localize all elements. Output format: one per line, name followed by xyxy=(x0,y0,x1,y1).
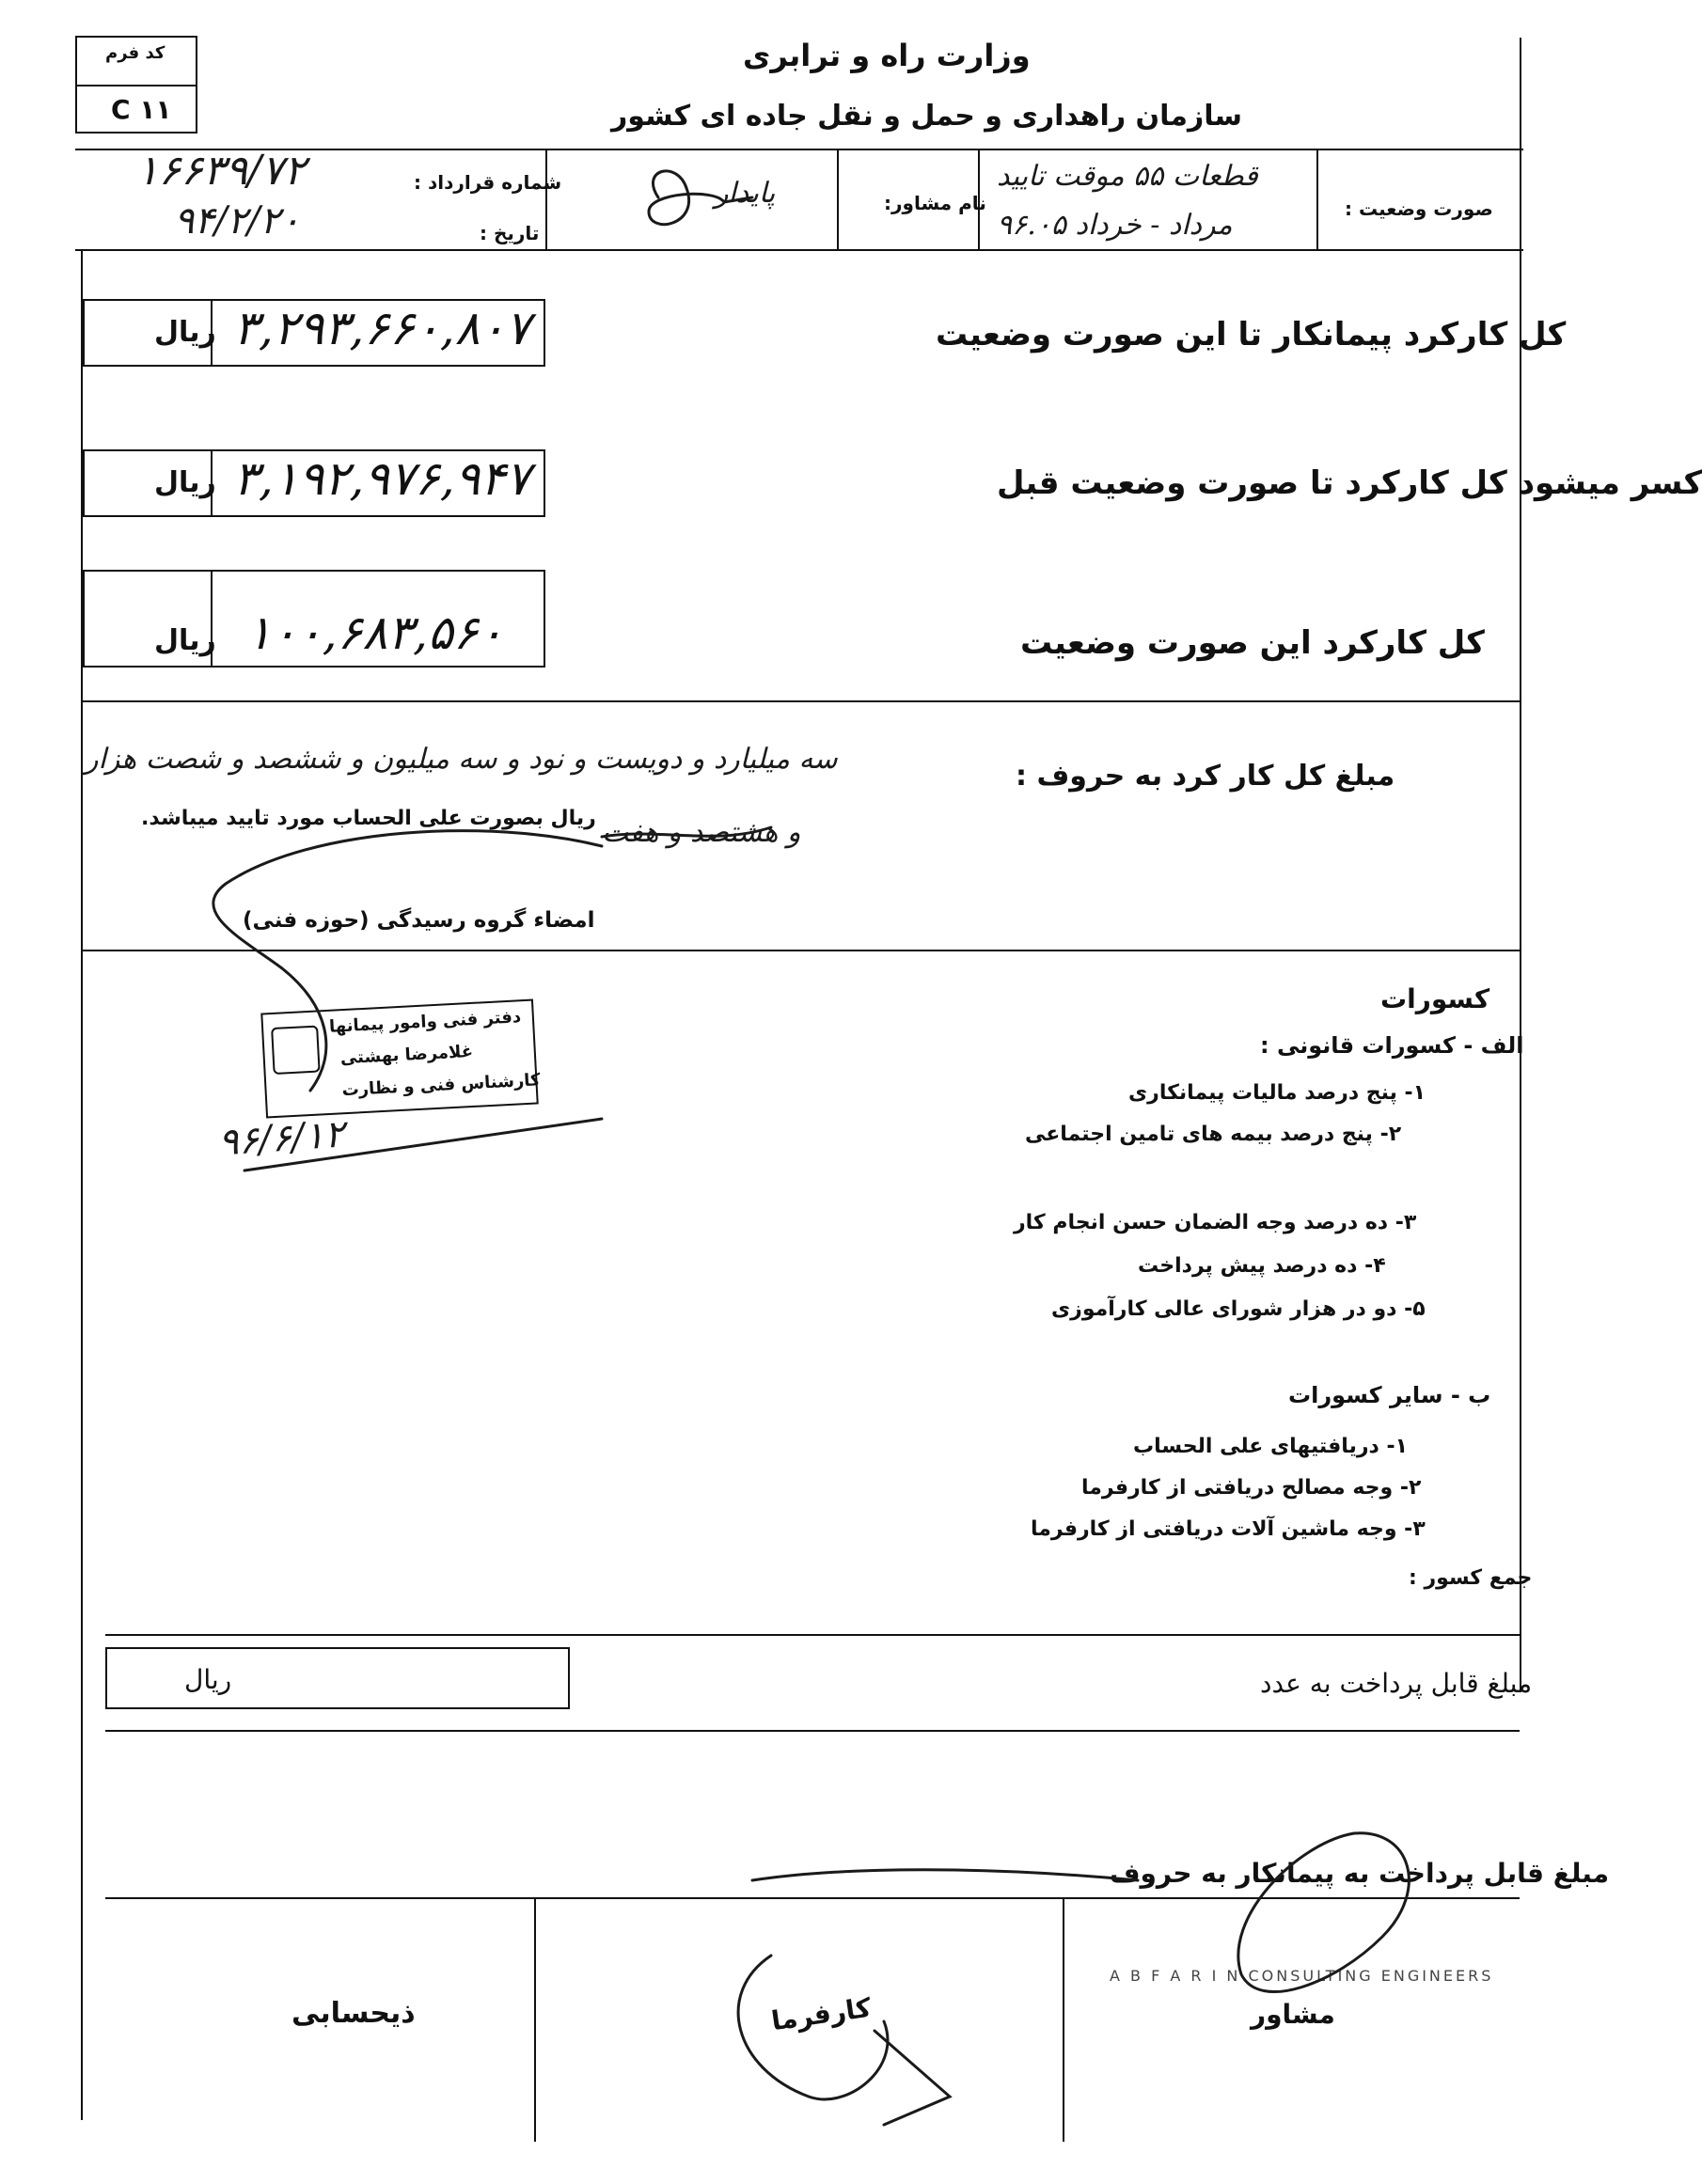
consultant-value: پایدار xyxy=(715,177,776,210)
consultant-signature-label: مشاور xyxy=(1251,1999,1335,2030)
legal-item-5: ۵- دو در هزار شورای عالی کارآموزی xyxy=(1051,1297,1426,1321)
contract-number-label: شماره قرارداد : xyxy=(414,171,562,194)
payable-words-stroke xyxy=(752,1870,1138,1880)
current-currency: ریال xyxy=(154,624,216,657)
previous-label: کسر میشود کل کارکرد تا صورت وضعیت قبل xyxy=(997,464,1702,502)
review-group-signature-label: امضاء گروه رسیدگی (حوزه فنی) xyxy=(243,908,595,933)
other-item-2: ۲- وجه مصالح دریافتی از کارفرما xyxy=(1081,1476,1422,1500)
payable-words-label: مبلغ قابل پرداخت به پیمانکار به حروف xyxy=(1110,1858,1610,1889)
stamp-line3: کارشناس فنی و نظارت xyxy=(341,1070,542,1101)
total-to-date-currency: ریال xyxy=(154,316,216,349)
current-value: ۱۰۰,۶۸۳,۵۶۰ xyxy=(246,605,504,660)
ministry-title: وزارت راه و ترابری xyxy=(743,38,1031,73)
form-code-label: کد فرم xyxy=(105,43,165,63)
date-value: ۹۴/۲/۲۰ xyxy=(174,199,301,243)
total-to-date-label: کل کارکرد پیمانکار تا این صورت وضعیت xyxy=(936,316,1567,354)
consultant-label: نام مشاور: xyxy=(884,192,986,214)
employer-mark xyxy=(875,2031,950,2125)
stamp-date: ۹۶/۶/۱۲ xyxy=(216,1112,346,1165)
legal-item-4: ۴- ده درصد پیش پرداخت xyxy=(1138,1254,1386,1278)
other-deductions-title: ب - سایر کسورات xyxy=(1288,1382,1491,1408)
legal-item-1: ۱- پنج درصد مالیات پیمانکاری xyxy=(1128,1081,1426,1105)
current-label: کل کارکرد این صورت وضعیت xyxy=(1020,624,1485,662)
contract-number-value: ۱۶۶۳۹/۷۲ xyxy=(136,147,307,195)
stamp-line2: غلامرضا بهشتی xyxy=(339,1041,474,1069)
employer-signature xyxy=(738,1956,888,2099)
statement-value-line2: ۹۶.۰۵ مرداد - خرداد xyxy=(997,209,1233,242)
review-signature-loop xyxy=(213,831,602,1091)
form-code-value: C ۱۱ xyxy=(111,94,172,125)
legal-deductions-title: الف - کسورات قانونی : xyxy=(1260,1032,1524,1059)
consultant-signature-circle xyxy=(1238,1833,1409,1992)
total-to-date-value: ۳,۲۹۳,۶۶۰,۸۰۷ xyxy=(233,301,531,355)
organization-title: سازمان راهداری و حمل و نقل جاده ای کشور xyxy=(611,100,1243,133)
previous-value: ۳,۱۹۲,۹۷۶,۹۴۷ xyxy=(233,451,531,506)
statement-label: صورت وضعیت : xyxy=(1345,197,1493,220)
accountant-signature-label: ذیحسابی xyxy=(292,1997,416,2030)
other-item-3: ۳- وجه ماشین آلات دریافتی از کارفرما xyxy=(1031,1517,1426,1541)
words-confirmation: ریال بصورت علی الحساب مورد تایید میباشد. xyxy=(141,807,596,830)
words-flourish xyxy=(602,827,771,837)
info-row-signature xyxy=(649,171,752,225)
legal-item-3: ۳- ده درصد وجه الضمان حسن انجام کار xyxy=(1014,1211,1417,1234)
employer-signature-label: کارفرما xyxy=(769,1991,874,2037)
previous-currency: ریال xyxy=(154,466,216,499)
date-label: تاریخ : xyxy=(480,222,540,244)
words-handwritten-line1: سه میلیارد و دویست و نود و سه میلیون و ششصد و شصت هزار xyxy=(85,743,838,776)
legal-item-2: ۲- پنج درصد بیمه های تامین اجتماعی xyxy=(1025,1123,1402,1146)
payable-currency: ریال xyxy=(184,1664,232,1695)
statement-value-line1: قطعات ۵۵ موقت تایید xyxy=(997,160,1258,193)
words-label: مبلغ کل کار کرد به حروف : xyxy=(1016,760,1395,793)
consultant-company-stamp: A B F A R I N CONSULTING ENGINEERS xyxy=(1110,1967,1494,1985)
deductions-title: کسورات xyxy=(1380,983,1490,1014)
payable-numeric-label: مبلغ قابل پرداخت به عدد xyxy=(1260,1668,1533,1699)
total-deductions-label: جمع کسور : xyxy=(1409,1566,1533,1590)
other-item-1: ۱- دریافتیهای علی الحساب xyxy=(1133,1435,1409,1458)
stamp-underline xyxy=(244,1119,602,1171)
stamp-line1: دفتر فنی وامور پیمانها xyxy=(328,1007,522,1037)
words-handwritten-line2: و هشتصد و هفت xyxy=(602,816,801,849)
